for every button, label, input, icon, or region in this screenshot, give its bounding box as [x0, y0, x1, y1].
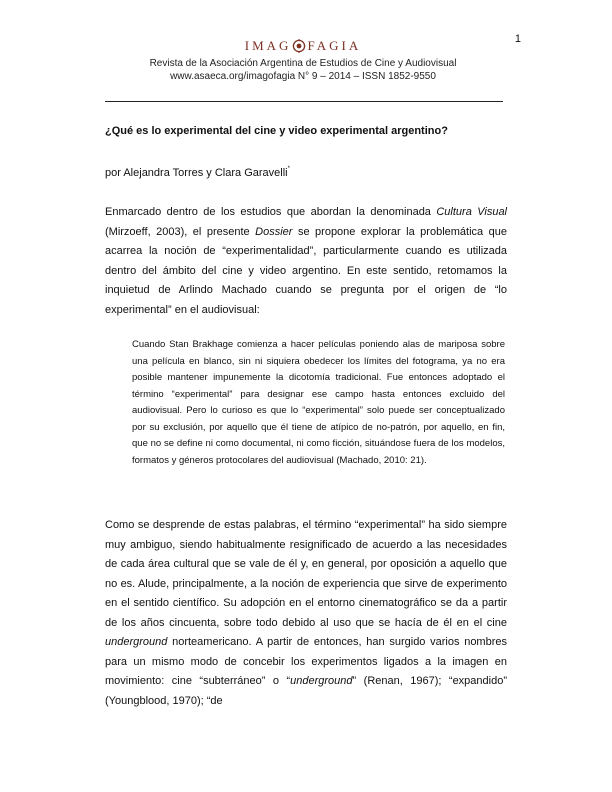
block-quote: Cuando Stan Brakhage comienza a hacer películas poniendo alas de mariposa sobre una película en blanco, sin ni siquiera obedecer los límites del fotograma, ya no era posible mantener impunemente la dicotomía tradicional. Fue entonces adoptado el término “experimental” para designar ese campo hasta entonces excluido del audiovisual. Pero lo curioso es que lo “experimental” solo puede ser conceptualizado por su exclusión, por aquello que él tiene de atípico de no-patrón, por aquello, en fin, que no se define ni como documental, ni como ficción, situándose fuera de los modelos, formatos y géneros protocolares del audiovisual (Machado, 2010: 21). [132, 339, 505, 466]
paragraph-body [105, 516, 507, 711]
article-title: ¿Qué es lo experimental del cine y video experimental argentino? [105, 125, 448, 137]
text-run: (Mirzoeff, 2003), el presente [105, 225, 256, 238]
page-number: 1 [514, 33, 521, 45]
journal-subtitle: Revista de la Asociación Argentina de Estudios de Cine y Audiovisual [149, 58, 457, 69]
footnote-mark: * [287, 166, 290, 172]
logo-text-left: IMAG [244, 38, 292, 53]
eye-ornament-icon [292, 39, 306, 53]
journal-header [105, 38, 501, 83]
journal-logo [105, 38, 501, 54]
text-run: Como se desprende de estas palabras, el término “experimental” ha sido siempre muy ambiguo, siendo habitualmente resignificado de acuerdo a las necesidades de cada área cultural que se vale de él y, en general, por oposición a aquello que no es. Alude, principalmente, a la noción de experiencia que sirve de experimento en el sentido científico. Su adopción en el entorno cinematográfico se da a partir de los años cincuenta, sobre todo debido al uso que se hacía de él en el cine [105, 519, 507, 629]
emphasis-run: Dossier [255, 225, 293, 238]
emphasis-run: Cultura Visual [436, 206, 508, 218]
emphasis-run: underground [105, 636, 168, 648]
journal-issue-info: www.asaeca.org/imagofagia N° 9 – 2014 – ISSN 1852-9550 [170, 71, 436, 82]
byline-text: por Alejandra Torres y Clara Garavelli [105, 167, 288, 179]
header-divider [105, 101, 503, 102]
text-run: ” (Renan, 1967); “expandido” (Youngblood, 1970); “de [105, 675, 507, 707]
article-byline [105, 166, 507, 179]
paragraph-intro [105, 203, 507, 320]
text-run: se propone explorar la problemática que acarrea la noción de “experimentalidad”, particularmente cuando es utilizada dentro del ámbito del cine y video argentino. En este sentido, retomamos la inquietud de Arlindo Machado cuando se pregunta por el origen de “lo experimental” en el audiovisual: [105, 225, 507, 316]
text-run: norteamericano. A partir de entonces, han surgido varios nombres para un mismo modo de concebir los experimentos ligados a la imagen en movimiento: cine “subterráneo” o “ [105, 636, 507, 687]
logo-text-right: FAGIA [307, 38, 362, 53]
emphasis-run: underground [290, 675, 353, 687]
text-run: Enmarcado dentro de los estudios que abordan la denominada [105, 206, 437, 218]
